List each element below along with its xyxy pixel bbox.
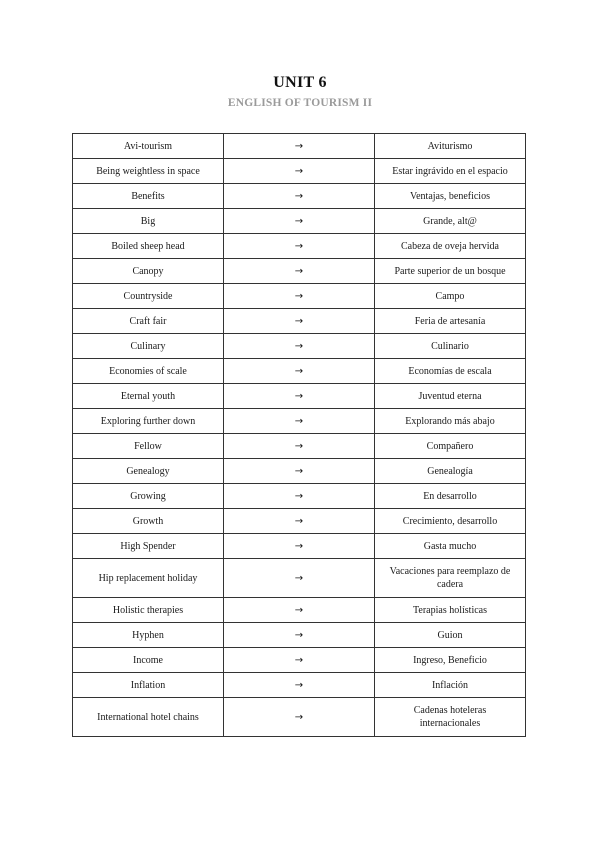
table-row	[73, 384, 526, 409]
english-term-cell: Culinary	[73, 334, 224, 359]
vocabulary-table	[72, 133, 526, 737]
english-term-cell: Genealogy	[73, 459, 224, 484]
spanish-translation-cell: Guion	[375, 623, 526, 648]
table-row	[73, 623, 526, 648]
right-arrow-icon: →	[224, 509, 375, 534]
right-arrow-icon: →	[224, 648, 375, 673]
table-row	[73, 184, 526, 209]
right-arrow-icon: →	[224, 559, 375, 598]
right-arrow-icon: →	[224, 334, 375, 359]
right-arrow-icon: →	[224, 134, 375, 159]
right-arrow-icon: →	[224, 598, 375, 623]
spanish-translation-cell: Compañero	[375, 434, 526, 459]
spanish-translation-cell: Aviturismo	[375, 134, 526, 159]
spanish-translation-cell: Genealogía	[375, 459, 526, 484]
table-row	[73, 334, 526, 359]
table-row	[73, 534, 526, 559]
vocabulary-table-body	[73, 134, 526, 737]
table-row	[73, 234, 526, 259]
table-row	[73, 459, 526, 484]
english-term-cell: Craft fair	[73, 309, 224, 334]
spanish-translation-cell: Terapias holísticas	[375, 598, 526, 623]
spanish-translation-cell: Ventajas, beneficios	[375, 184, 526, 209]
english-term-cell: Avi-tourism	[73, 134, 224, 159]
english-term-cell: Economies of scale	[73, 359, 224, 384]
table-row	[73, 648, 526, 673]
table-row	[73, 484, 526, 509]
right-arrow-icon: →	[224, 184, 375, 209]
table-row	[73, 598, 526, 623]
spanish-translation-cell: Parte superior de un bosque	[375, 259, 526, 284]
english-term-cell: Being weightless in space	[73, 159, 224, 184]
right-arrow-icon: →	[224, 434, 375, 459]
spanish-translation-cell: Vacaciones para reemplazo de cadera	[375, 559, 526, 598]
table-row	[73, 434, 526, 459]
spanish-translation-cell: Feria de artesanía	[375, 309, 526, 334]
right-arrow-icon: →	[224, 409, 375, 434]
right-arrow-icon: →	[224, 159, 375, 184]
right-arrow-icon: →	[224, 359, 375, 384]
right-arrow-icon: →	[224, 623, 375, 648]
right-arrow-icon: →	[224, 459, 375, 484]
english-term-cell: Countryside	[73, 284, 224, 309]
table-row	[73, 209, 526, 234]
page-title: UNIT 6	[273, 74, 327, 91]
right-arrow-icon: →	[224, 309, 375, 334]
spanish-translation-cell: Cabeza de oveja hervida	[375, 234, 526, 259]
spanish-translation-cell: Ingreso, Beneficio	[375, 648, 526, 673]
spanish-translation-cell: Juventud eterna	[375, 384, 526, 409]
spanish-translation-cell: Inflación	[375, 673, 526, 698]
english-term-cell: Growing	[73, 484, 224, 509]
right-arrow-icon: →	[224, 234, 375, 259]
right-arrow-icon: →	[224, 484, 375, 509]
english-term-cell: Hip replacement holiday	[73, 559, 224, 598]
spanish-translation-cell: Estar ingrávido en el espacio	[375, 159, 526, 184]
right-arrow-icon: →	[224, 259, 375, 284]
english-term-cell: Income	[73, 648, 224, 673]
english-term-cell: Inflation	[73, 673, 224, 698]
spanish-translation-cell: Economías de escala	[375, 359, 526, 384]
english-term-cell: High Spender	[73, 534, 224, 559]
right-arrow-icon: →	[224, 209, 375, 234]
page-subtitle: ENGLISH OF TOURISM II	[227, 97, 373, 109]
english-term-cell: Exploring further down	[73, 409, 224, 434]
table-row	[73, 134, 526, 159]
table-row	[73, 359, 526, 384]
table-row	[73, 159, 526, 184]
table-row	[73, 409, 526, 434]
table-row	[73, 559, 526, 598]
spanish-translation-cell: Campo	[375, 284, 526, 309]
right-arrow-icon: →	[224, 673, 375, 698]
english-term-cell: Fellow	[73, 434, 224, 459]
table-row	[73, 259, 526, 284]
english-term-cell: Benefits	[73, 184, 224, 209]
right-arrow-icon: →	[224, 284, 375, 309]
spanish-translation-cell: En desarrollo	[375, 484, 526, 509]
table-row	[73, 284, 526, 309]
english-term-cell: Growth	[73, 509, 224, 534]
table-row	[73, 673, 526, 698]
right-arrow-icon: →	[224, 534, 375, 559]
spanish-translation-cell: Gasta mucho	[375, 534, 526, 559]
right-arrow-icon: →	[224, 698, 375, 737]
english-term-cell: International hotel chains	[73, 698, 224, 737]
right-arrow-icon: →	[224, 384, 375, 409]
table-row	[73, 698, 526, 737]
spanish-translation-cell: Cadenas hoteleras internacionales	[375, 698, 526, 737]
english-term-cell: Boiled sheep head	[73, 234, 224, 259]
english-term-cell: Hyphen	[73, 623, 224, 648]
table-row	[73, 309, 526, 334]
english-term-cell: Canopy	[73, 259, 224, 284]
english-term-cell: Eternal youth	[73, 384, 224, 409]
english-term-cell: Big	[73, 209, 224, 234]
spanish-translation-cell: Crecimiento, desarrollo	[375, 509, 526, 534]
spanish-translation-cell: Explorando más abajo	[375, 409, 526, 434]
table-row	[73, 509, 526, 534]
spanish-translation-cell: Grande, alt@	[375, 209, 526, 234]
spanish-translation-cell: Culinario	[375, 334, 526, 359]
english-term-cell: Holistic therapies	[73, 598, 224, 623]
